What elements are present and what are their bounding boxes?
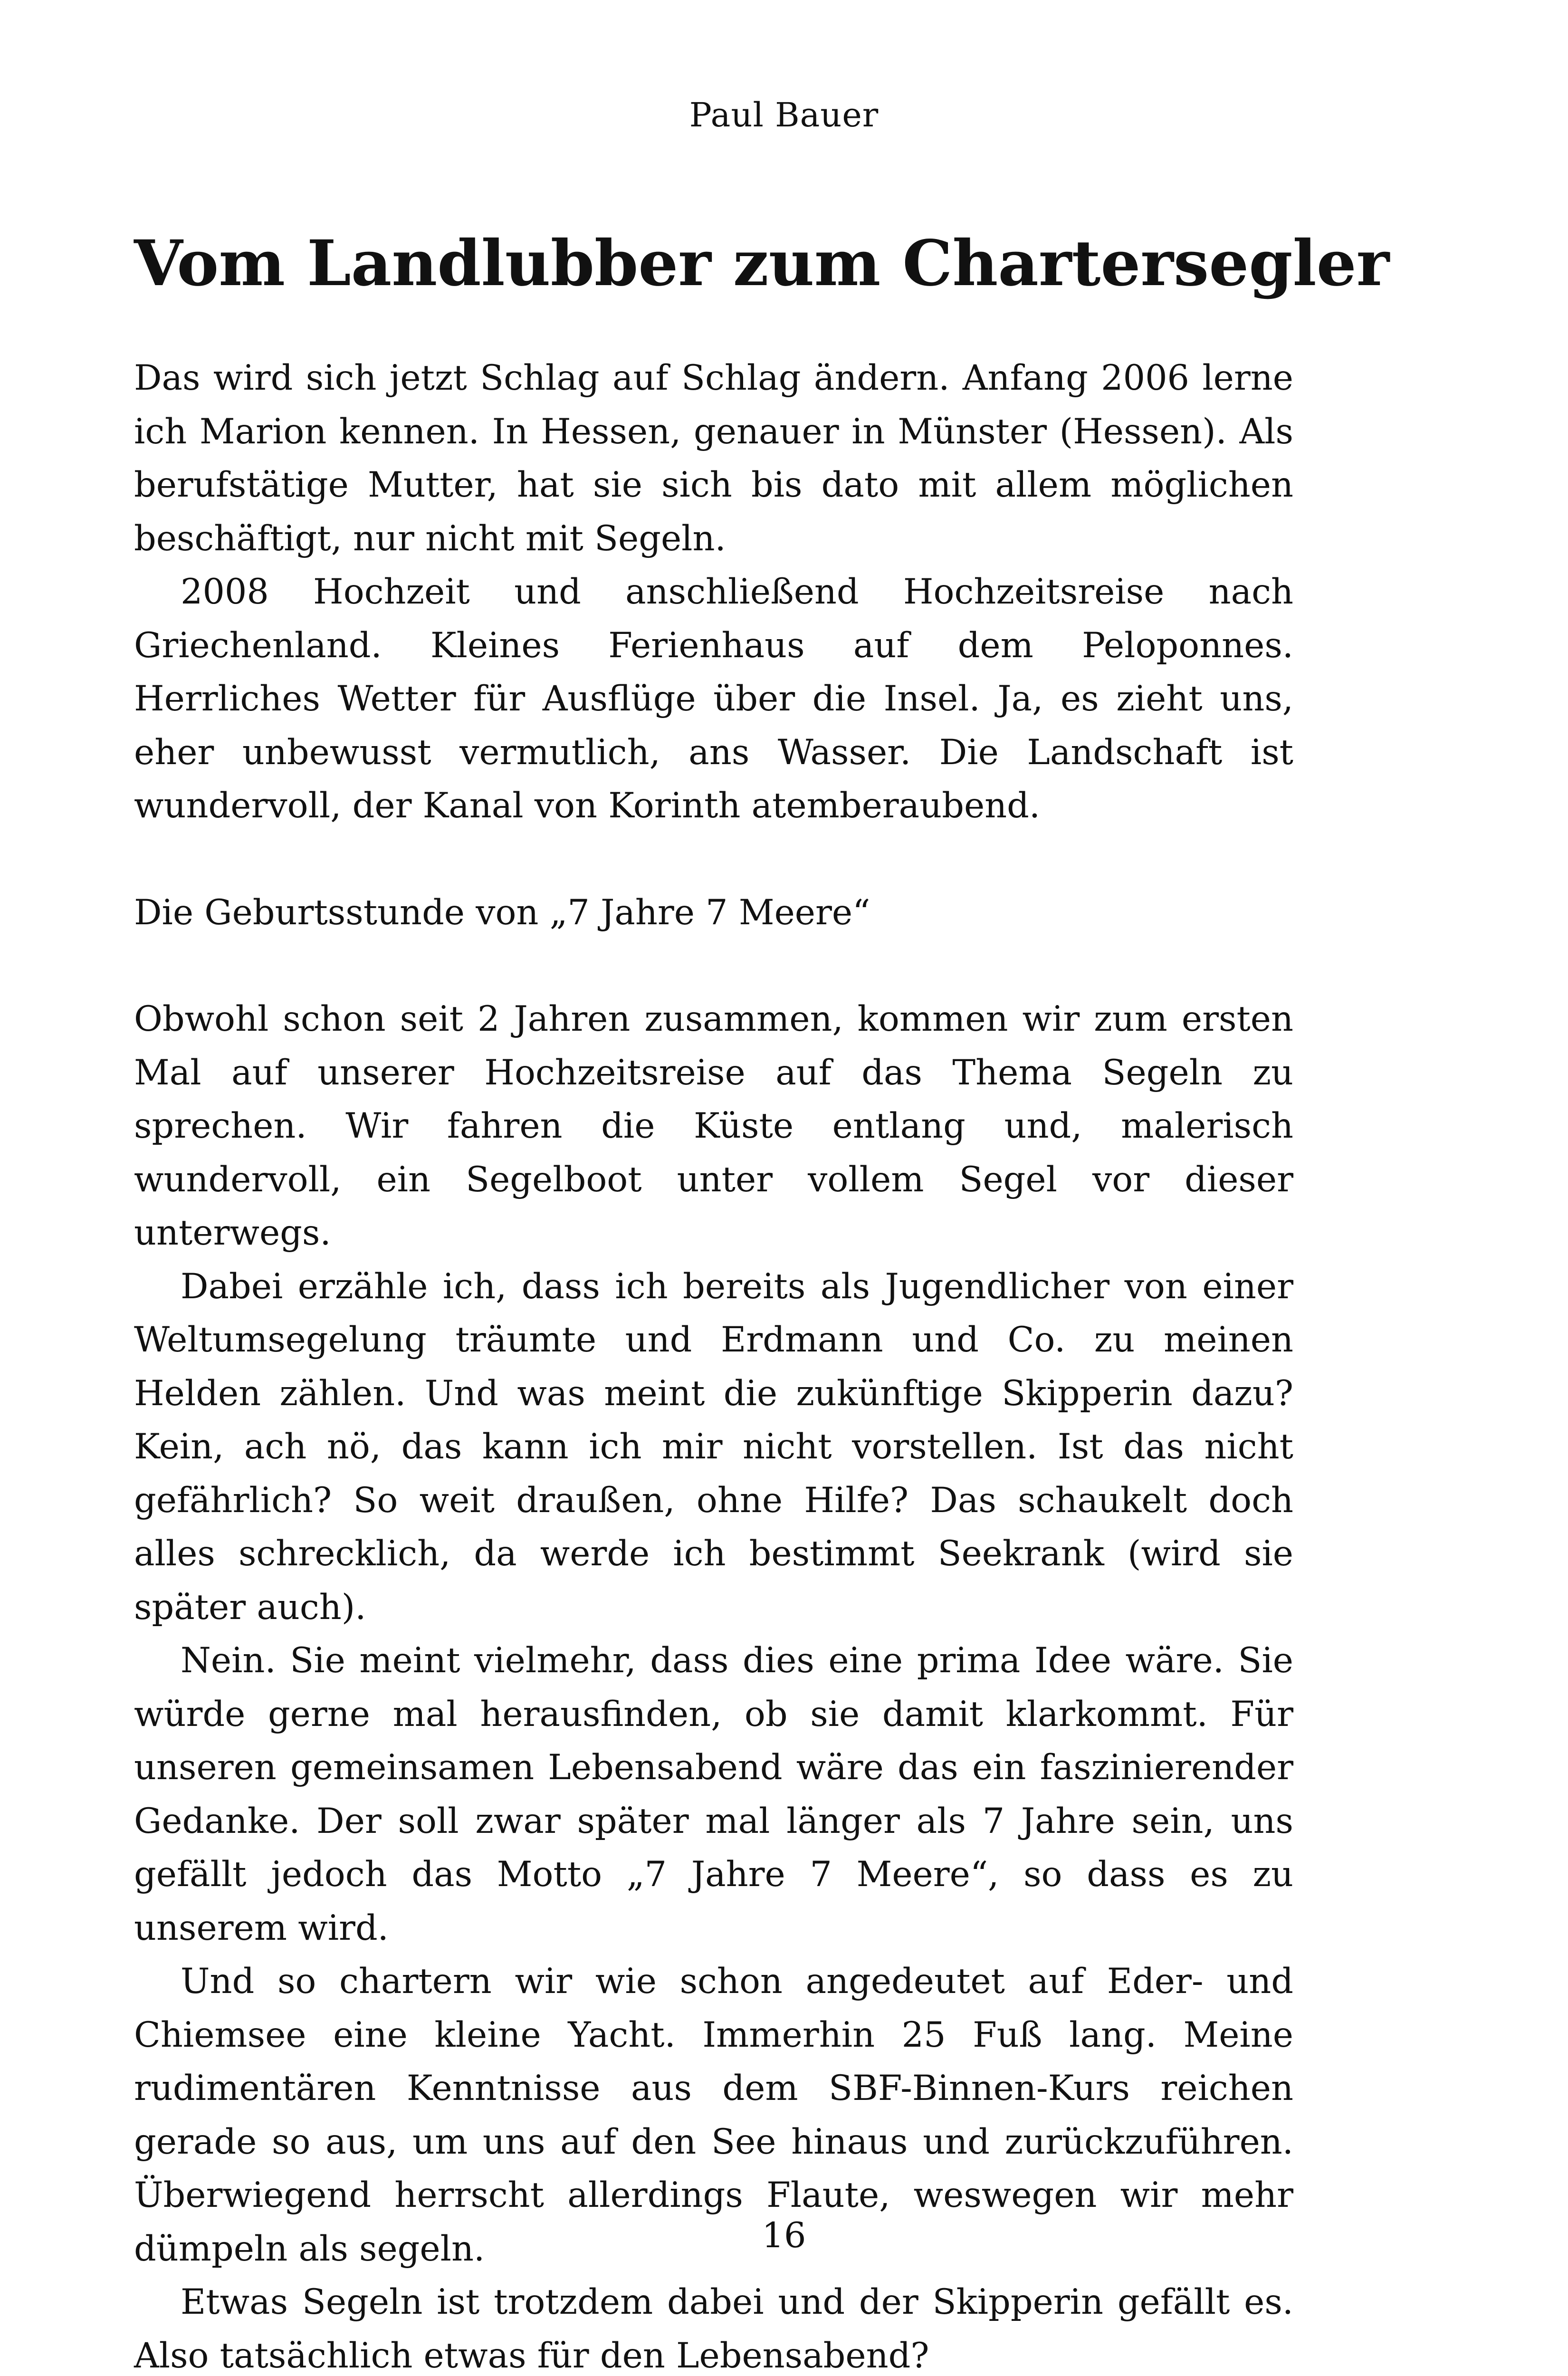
paragraph: Nein. Sie meint vielmehr, dass dies eine prima Idee wäre. Sie würde gerne mal herausfinden, ob sie damit klarkommt. Für unseren gemeinsamen Lebensabend wäre das ein faszinierender Gedanke. Der soll zwar später mal länger als 7 Jahre sein, uns gefällt jedoch das Motto „7 Jahre 7 Meere“, so dass es zu unserem wird. [134,1640,1293,1948]
paragraph: 2008 Hochzeit und anschließend Hochzeitsreise nach Griechenland. Kleines Ferienhaus auf dem Peloponnes. Herrliches Wetter für Ausflüge über die Insel. Ja, es zieht uns, eher unbewusst vermutlich, ans Wasser. Die Landschaft ist wundervoll, der Kanal von Korinth atemberaubend. [134,572,1293,826]
paragraph: Etwas Segeln ist trotzdem dabei und der Skipperin gefällt es. Also tatsächlich etwas für den Lebensabend? [134,2282,1293,2376]
paragraph: Und so chartern wir wie schon angedeutet auf Eder- und Chiemsee eine kleine Yacht. Immerhin 25 Fuß lang. Meine rudimentären Kenntnisse aus dem SBF-Binnen-Kurs reichen gerade so aus, um uns auf den See hinaus und zurückzuführen. Überwiegend herrscht allerdings Flaute, weswegen wir mehr dümpeln als segeln. [134,1961,1293,2269]
chapter-title: Vom Landlubber zum Chartersegler [134,227,1390,300]
paragraph: Das wird sich jetzt Schlag auf Schlag ändern. Anfang 2006 lerne ich Marion kennen. In Hessen, genauer in Münster (Hessen). Als berufstätige Mutter, hat sie sich bis dato mit allem möglichen beschäftigt, nur nicht mit Segeln. [134,358,1293,559]
page-number: 16 [762,2215,806,2256]
paragraph: Dabei erzähle ich, dass ich bereits als Jugendlicher von einer Weltumsegelung träumte und Erdmann und Co. zu meinen Helden zählen. Und was meint die zukünftige Skipperin dazu? Kein, ach nö, das kann ich mir nicht vorstellen. Ist das nicht gefährlich? So weit draußen, ohne Hilfe? Das schaukelt doch alles schrecklich, da werde ich bestimmt Seekrank (wird sie später auch). [134,1266,1293,1628]
section-heading: Die Geburtsstunde von „7 Jahre 7 Meere“ [134,892,870,933]
body-text [134,352,1293,2376]
paragraph: Obwohl schon seit 2 Jahren zusammen, kommen wir zum ersten Mal auf unserer Hochzeitsreise auf das Thema Segeln zu sprechen. Wir fahren die Küste entlang und, malerisch wundervoll, ein Segelboot unter vollem Segel vor dieser unterwegs. [134,999,1293,1253]
running-head-author: Paul Bauer [689,96,879,134]
